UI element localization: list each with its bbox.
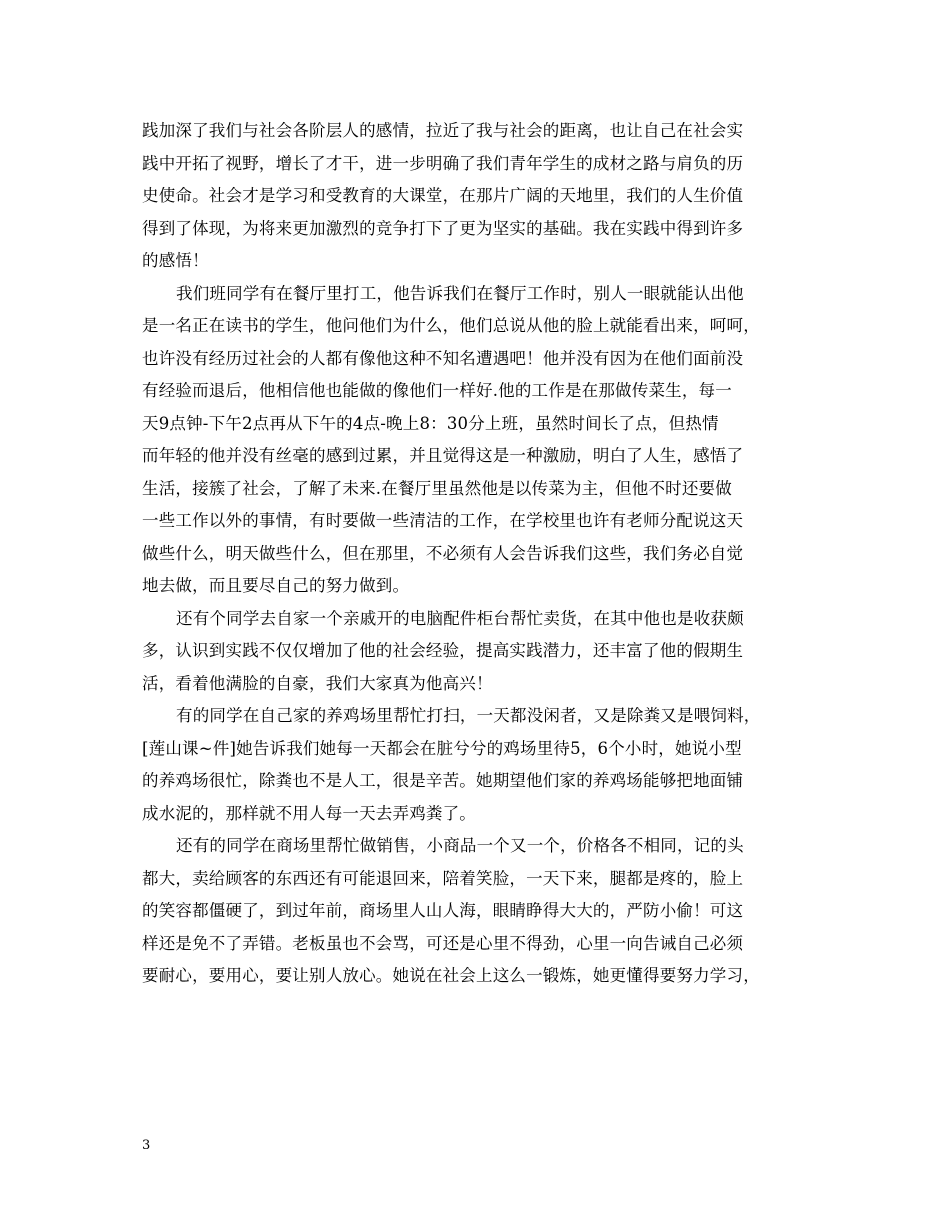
text-line: 有的同学在自己家的养鸡场里帮忙打扫，一天都没闲者，又是除粪又是喂饲料， — [176, 706, 761, 725]
text-line: 天9点钟-下午2点再从下午的4点-晚上8：30分上班，虽然时间长了点，但热情 — [142, 413, 719, 433]
text-line: 还有的同学在商场里帮忙做销售，小商品一个又一个，价格各不相同，记的头 — [176, 836, 744, 855]
text-line: 史使命。社会才是学习和受教育的大课堂，在那片广阔的天地里，我们的人生价值 — [142, 186, 744, 205]
text-line: 地去做，而且要尽自己的努力做到。 — [142, 576, 410, 595]
text-line: 践加深了我们与社会各阶层人的感情，拉近了我与社会的距离，也让自己在社会实 — [142, 121, 744, 140]
text-line: 践中开拓了视野，增长了才干，进一步明确了我们青年学生的成材之路与肩负的历 — [142, 153, 744, 173]
page-number: 3 — [142, 1138, 151, 1153]
text-line: 是一名正在读书的学生，他问他们为什么，他们总说从他的脸上就能看出来，呵呵， — [142, 316, 760, 335]
text-line: 样还是免不了弄错。老板虽也不会骂，可还是心里不得劲，心里一向告诫自己必须 — [142, 933, 744, 953]
document-body — [142, 115, 822, 993]
text-line: 做些什么，明天做些什么，但在那里，不必须有人会告诉我们这些，我们务必自觉 — [142, 543, 744, 563]
text-line: 多，认识到实践不仅仅增加了他的社会经验，提高实践潜力，还丰富了他的假期生 — [142, 641, 744, 660]
text-line: 要耐心，要用心，要让别人放心。她说在社会上这么一锻炼，她更懂得要努力学习， — [142, 966, 760, 985]
text-line: 生活，接簇了社会，了解了未来.在餐厅里虽然他是以传菜为主，但他不时还要做 — [142, 478, 732, 498]
text-line: 而年轻的他并没有丝毫的感到过累，并且觉得这是一种激励，明白了人生，感悟了 — [142, 446, 744, 465]
text-line: 一些工作以外的事情，有时要做一些清洁的工作，在学校里也许有老师分配说这天 — [142, 511, 744, 530]
text-line: 活，看着他满脸的自豪，我们大家真为他高兴！ — [142, 673, 493, 693]
text-line: 的笑容都僵硬了，到过年前，商场里人山人海，眼睛睁得大大的，严防小偷！可这 — [142, 901, 744, 920]
text-line: 有经验而退后，他相信他也能做的像他们一样好.他的工作是在那做传菜生，每一 — [142, 381, 732, 400]
text-line: 都大，卖给顾客的东西还有可能退回来，陪着笑脸，一天下来，腿都是疼的，脸上 — [142, 868, 744, 888]
text-line: 得到了体现，为将来更加激烈的竞争打下了更为坚实的基础。我在实践中得到许多 — [142, 218, 744, 238]
text-line: 成水泥的，那样就不用人每一天去弄鸡粪了。 — [142, 803, 476, 823]
text-line: 我们班同学有在餐厅里打工，他告诉我们在餐厅工作时，别人一眼就能认出他 — [176, 283, 744, 303]
text-line: 的养鸡场很忙，除粪也不是人工，很是辛苦。她期望他们家的养鸡场能够把地面铺 — [142, 771, 744, 790]
text-line: [莲山课~件]她告诉我们她每一天都会在脏兮兮的鸡场里待5，6个小时，她说小型 — [142, 738, 742, 758]
text-line: 还有个同学去自家一个亲戚开的电脑配件柜台帮忙卖货，在其中他也是收获颇 — [176, 608, 744, 628]
text-line: 的感悟！ — [142, 251, 209, 270]
text-line: 也许没有经历过社会的人都有像他这种不知名遭遇吧！他并没有因为在他们面前没 — [142, 348, 744, 368]
